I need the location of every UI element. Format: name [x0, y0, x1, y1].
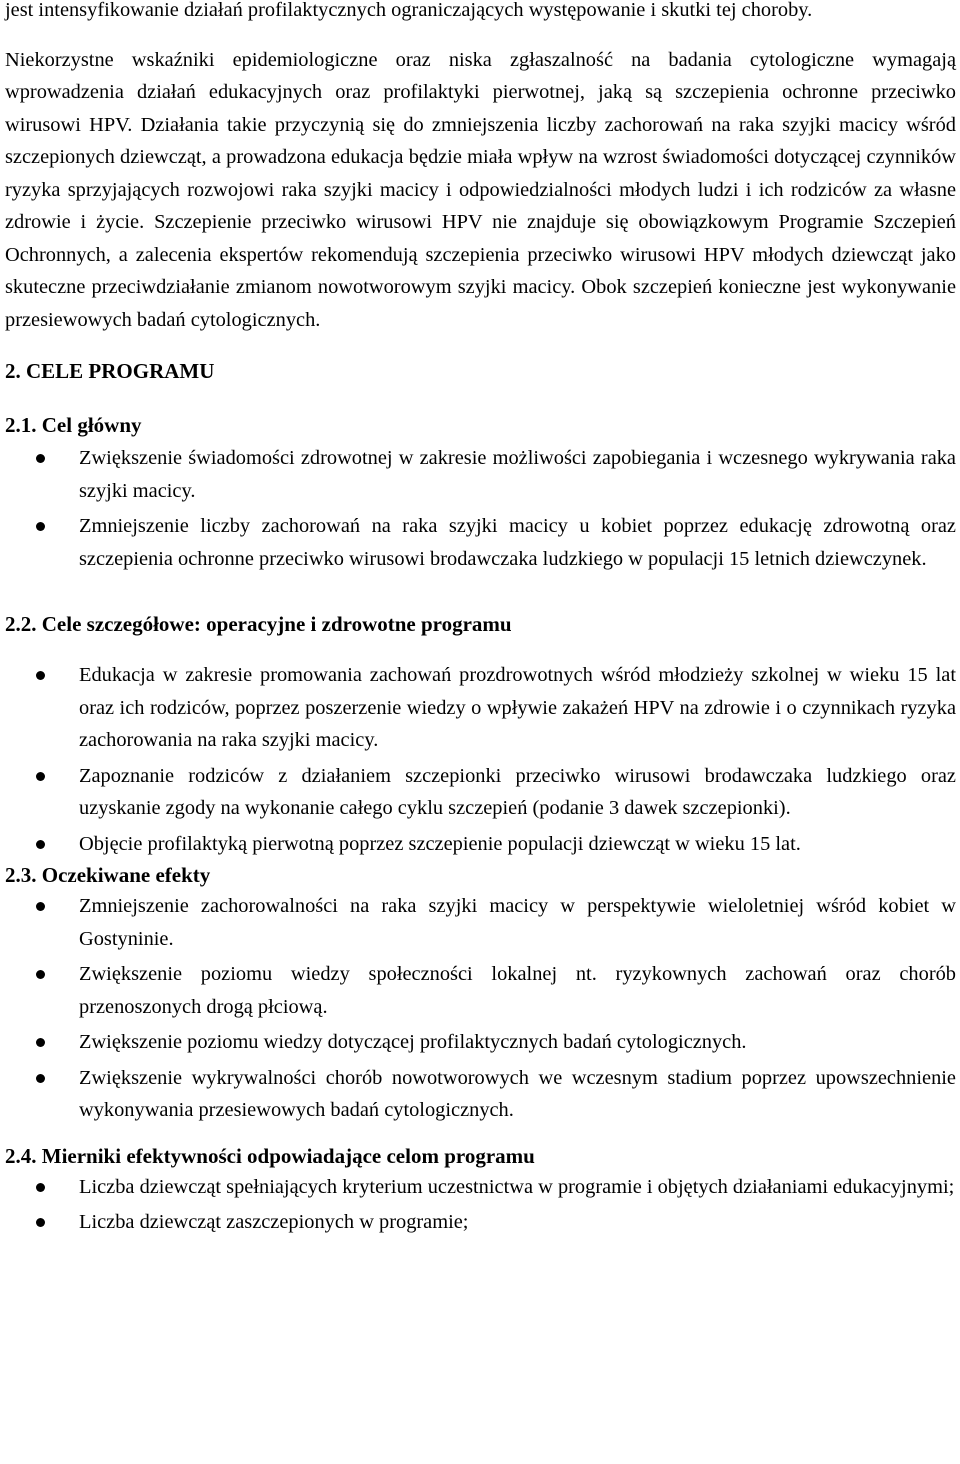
subsection-heading-oczekiwane-efekty: 2.3. Oczekiwane efekty: [5, 863, 211, 887]
list-item-text: Zmniejszenie zachorowalności na raka szyjki macicy w perspektywie wieloletniej wśród kobiet w Gostyninie.: [79, 895, 956, 950]
list-mierniki-efektywnosci: [5, 1171, 956, 1239]
list-oczekiwane-efekty: [5, 890, 956, 1127]
list-item: [5, 760, 956, 825]
list-item: [5, 1171, 956, 1204]
list-item-text: Zapoznanie rodziców z działaniem szczepionki przeciwko wirusowi brodawczaka ludzkiego oraz uzyskanie zgody na wykonanie całego cyklu szczepień (podanie 3 dawek szczepionki).: [79, 764, 956, 819]
list-cele-szczegolowe: [5, 659, 956, 860]
list-item-text: Zwiększenie poziomu wiedzy dotyczącej profilaktycznych badań cytologicznych.: [79, 1031, 747, 1053]
list-item: [5, 442, 956, 507]
bullet-icon: [36, 772, 45, 781]
bullet-icon: [36, 671, 45, 680]
bullet-icon: [36, 522, 45, 531]
list-item: [5, 828, 956, 861]
subsection-heading-cel-glowny: 2.1. Cel główny: [5, 413, 142, 437]
section-heading-cele-programu: 2. CELE PROGRAMU: [5, 359, 215, 383]
bullet-icon: [36, 902, 45, 911]
bullet-icon: [36, 1218, 45, 1227]
bullet-icon: [36, 1074, 45, 1083]
main-paragraph: Niekorzystne wskaźniki epidemiologiczne oraz niska zgłaszalność na badania cytologiczne wymagają wprowadzenia działań edukacyjnych oraz profilaktyki pierwotnej, jaką są szczepienia ochronne przeciwko wirusowi HPV. Działania takie przyczynią się do zmniejszenia liczby zachorowań na raka szyjki macicy wśród szczepionych dziewcząt, a prowadzona edukacja będzie miała wpływ na wzrost świadomości dotyczącej czynników ryzyka sprzyjających rozwojowi raka szyjki macicy i odpowiedzialności młodych ludzi i ich rodziców za własne zdrowie i życie. Szczepienie przeciwko wirusowi HPV nie znajduje się obowiązkowym Programie Szczepień Ochronnych, a zalecenia ekspertów rekomendują szczepienia przeciwko wirusowi HPV młodych dziewcząt jako skuteczne przeciwdziałanie zmianom nowotworowym szyjki macicy. Obok szczepień konieczne jest wykonywanie przesiewowych badań cytologicznych.: [5, 48, 956, 331]
list-item-text: Objęcie profilaktyką pierwotną poprzez szczepienie populacji dziewcząt w wieku 15 lat.: [79, 832, 801, 855]
bullet-icon: [36, 970, 45, 979]
list-item-text: Zwiększenie świadomości zdrowotnej w zakresie możliwości zapobiegania i wczesnego wykrywania raka szyjki macicy.: [79, 447, 956, 502]
subsection-heading-mierniki-efektywnosci: 2.4. Mierniki efektywności odpowiadające celom programu: [5, 1143, 535, 1168]
list-item: [5, 510, 956, 575]
list-cel-glowny: [5, 442, 956, 575]
bullet-icon: [36, 1183, 45, 1192]
list-item-text: Liczba dziewcząt zaszczepionych w programie;: [79, 1211, 469, 1233]
list-item: [5, 1026, 956, 1059]
list-item: [5, 659, 956, 757]
bullet-icon: [36, 840, 45, 849]
list-item-text: Zwiększenie poziomu wiedzy społeczności lokalnej nt. ryzykownych zachowań oraz chorób przenoszonych drogą płciową.: [79, 963, 956, 1018]
list-item: [5, 1062, 956, 1127]
list-item-text: Zmniejszenie liczby zachorowań na raka szyjki macicy u kobiet poprzez edukację zdrowotną oraz szczepienia ochronne przeciwko wirusowi brodawczaka ludzkiego w populacji 15 letnich dziewczynek.: [79, 515, 956, 570]
document-page: [5, 0, 956, 1242]
list-item-text: Edukacja w zakresie promowania zachowań prozdrowotnych wśród młodzieży szkolnej w wieku 15 lat oraz ich rodziców, poprzez poszerzenie wiedzy o wpływie zakażeń HPV na zdrowie i o czynnikach ryzyka zachorowania na raka szyjki macicy.: [79, 664, 956, 751]
bullet-icon: [36, 1038, 45, 1047]
intro-paragraph: jest intensyfikowanie działań profilaktycznych ograniczających występowanie i skutki tej choroby.: [5, 0, 813, 21]
list-item: [5, 958, 956, 1023]
list-item: [5, 890, 956, 955]
list-item-text: Liczba dziewcząt spełniających kryterium uczestnictwa w programie i objętych działaniami edukacyjnymi;: [79, 1175, 955, 1198]
list-item: [5, 1206, 956, 1239]
subsection-heading-cele-szczegolowe: 2.2. Cele szczegółowe: operacyjne i zdrowotne programu: [5, 612, 512, 636]
bullet-icon: [36, 454, 45, 463]
list-item-text: Zwiększenie wykrywalności chorób nowotworowych we wczesnym stadium poprzez upowszechnienie wykonywania przesiewowych badań cytologicznych.: [79, 1066, 956, 1121]
